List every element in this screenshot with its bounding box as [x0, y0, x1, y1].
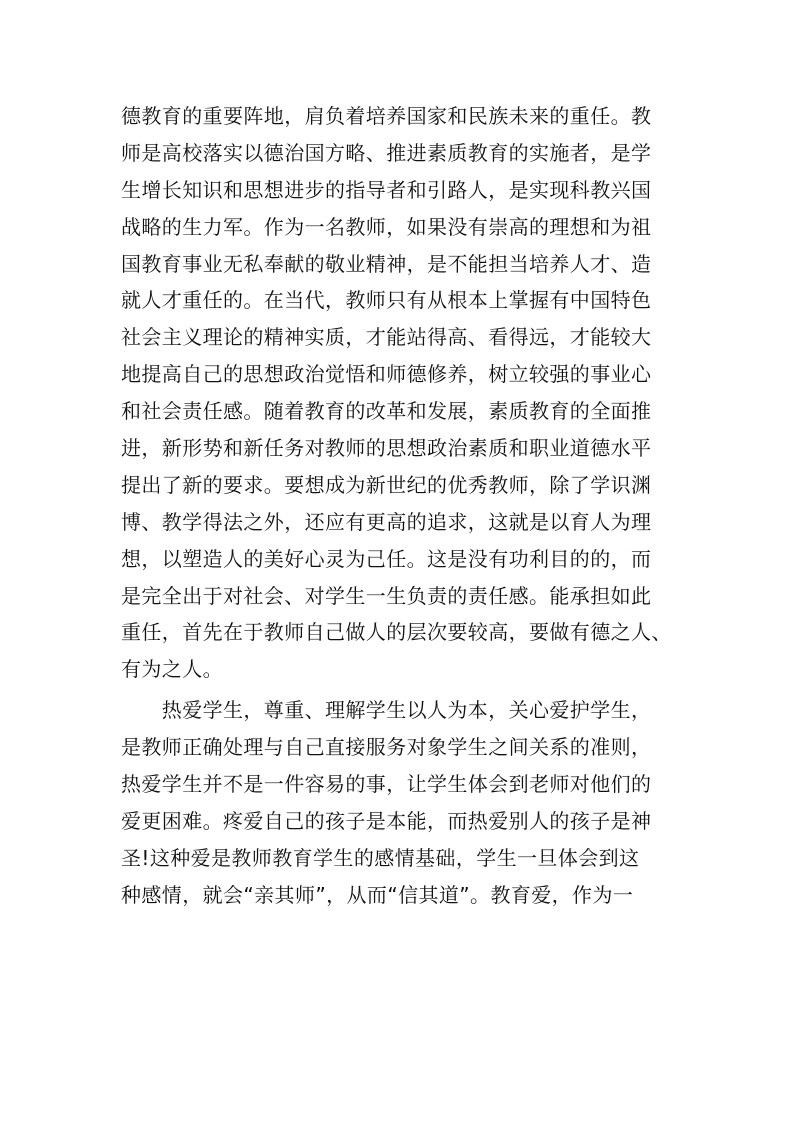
- text-line: 提出了新的要求。要想成为新世纪的优秀教师，除了学识渊: [121, 472, 652, 497]
- text-line: 爱更困难。疼爱自己的孩子是本能，而热爱别人的孩子是神: [121, 808, 652, 833]
- text-line: 是教师正确处理与自己直接服务对象学生之间关系的准则，: [121, 735, 652, 760]
- text-line: 国教育事业无私奉献的敬业精神，是不能担当培养人才、造: [121, 251, 652, 276]
- text-line: 是完全出于对社会、对学生一生负责的责任感。能承担如此: [121, 583, 652, 608]
- text-line: 地提高自己的思想政治觉悟和师德修养，树立较强的事业心: [121, 362, 652, 387]
- document-body: [121, 98, 681, 914]
- text-line: 进，新形势和新任务对教师的思想政治素质和职业道德水平: [121, 436, 652, 461]
- paragraph-2: [121, 692, 681, 913]
- text-line: 圣!这种爱是教师教育学生的感情基础，学生一旦体会到这: [121, 845, 640, 870]
- text-line: 和社会责任感。随着教育的改革和发展，素质教育的全面推: [121, 399, 652, 424]
- text-line: 社会主义理论的精神实质，才能站得高、看得远，才能较大: [121, 325, 652, 350]
- text-line: 师是高校落实以德治国方略、推进素质教育的实施者，是学: [121, 140, 652, 165]
- text-line: 德教育的重要阵地，肩负着培养国家和民族未来的重任。教: [121, 104, 652, 128]
- text-line: 热爱学生，尊重、理解学生以人为本，关心爱护学生，: [121, 698, 652, 723]
- text-line: 博、教学得法之外，还应有更高的追求，这就是以育人为理: [121, 509, 652, 534]
- text-line: 有为之人。: [121, 657, 223, 682]
- text-line: 想，以塑造人的美好心灵为己任。这是没有功利目的的，而: [121, 546, 652, 571]
- text-line: 战略的生力军。作为一名教师，如果没有崇高的理想和为祖: [121, 214, 652, 239]
- paragraph-1: [121, 98, 681, 688]
- text-line: 生增长知识和思想进步的指导者和引路人，是实现科教兴国: [121, 177, 652, 202]
- text-line: 种感情，就会“亲其师”，从而“信其道”。教育爱，作为一: [121, 882, 634, 907]
- text-line: 热爱学生并不是一件容易的事，让学生体会到老师对他们的: [121, 772, 652, 797]
- text-line: 就人才重任的。在当代，教师只有从根本上掌握有中国特色: [121, 288, 652, 313]
- text-line: 重任，首先在于教师自己做人的层次要较高，要做有德之人、: [121, 620, 672, 645]
